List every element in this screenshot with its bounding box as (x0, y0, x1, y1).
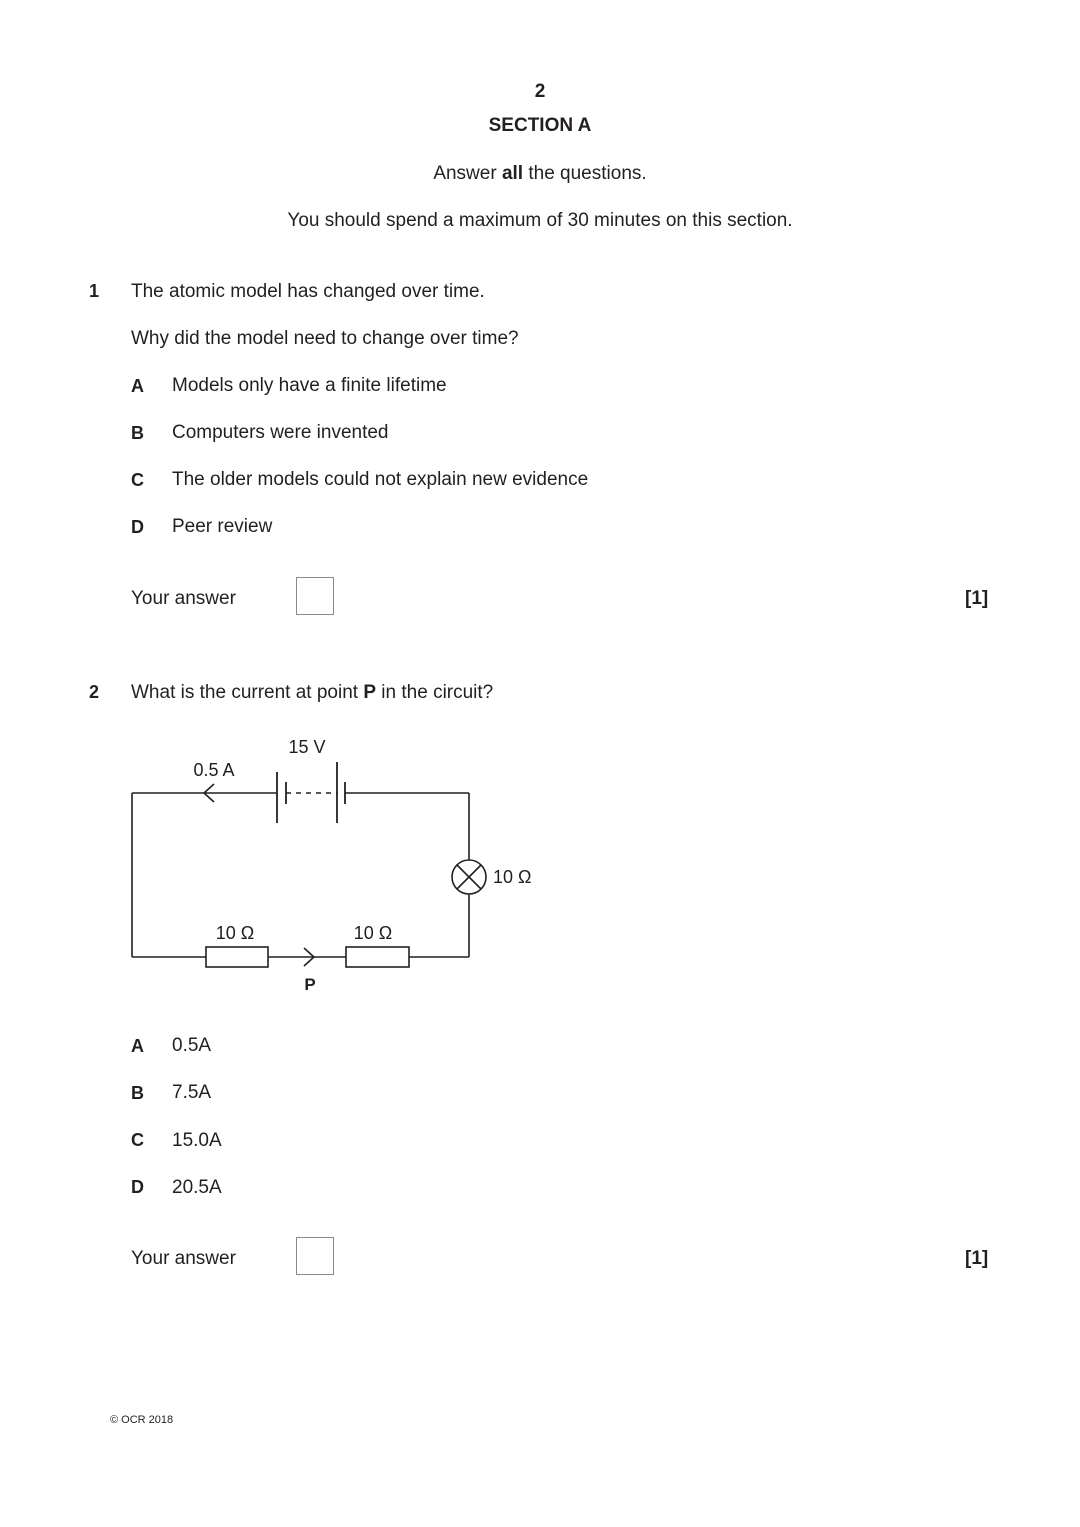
question-1-prompt: Why did the model need to change over time? (131, 328, 519, 349)
page-number: 2 (534, 81, 546, 102)
section-title: SECTION A (488, 115, 592, 136)
q2-prompt-bold: P (363, 682, 377, 703)
question-2-number: 2 (89, 682, 100, 702)
lamp-resistance-label: 10 Ω (493, 867, 532, 887)
current-label: 0.5 A (193, 760, 235, 780)
question-1-number: 1 (89, 281, 100, 301)
question-1-stem: The atomic model has changed over time. (131, 281, 485, 302)
q2-option-c-text: 15.0A (172, 1130, 222, 1151)
resistor-1-label: 10 Ω (215, 923, 255, 943)
time-note: You should spend a maximum of 30 minutes on this section. (287, 210, 793, 231)
q1-answer-label: Your answer (131, 588, 236, 609)
q2-option-a-text: 0.5A (172, 1035, 212, 1056)
q2-option-b-text: 7.5A (172, 1082, 212, 1103)
q1-option-a-text: Models only have a finite lifetime (172, 375, 447, 396)
copyright-footer: © OCR 2018 (110, 1414, 174, 1426)
q1-option-b-text: Computers were invented (172, 422, 389, 443)
resistor-1 (206, 947, 268, 967)
q1-option-c-letter: C (131, 470, 144, 490)
q1-option-a-letter: A (131, 376, 144, 396)
q1-option-c-text: The older models could not explain new evidence (172, 469, 589, 490)
q1-option-b-letter: B (131, 423, 144, 443)
resistor-2 (346, 947, 409, 967)
q2-prompt-suffix: in the circuit? (376, 682, 494, 703)
q2-option-d-letter: D (131, 1177, 144, 1197)
q1-marks: [1] (965, 588, 989, 609)
q2-option-a-letter: A (131, 1036, 144, 1056)
instruction-bold: all (501, 163, 524, 184)
instruction-suffix: the questions. (523, 163, 647, 184)
resistor-2-label: 10 Ω (353, 923, 393, 943)
q2-option-c-letter: C (131, 1130, 144, 1150)
q2-marks: [1] (965, 1248, 989, 1269)
q2-answer-label: Your answer (131, 1248, 236, 1269)
instruction-prefix: Answer (433, 163, 502, 184)
q2-answer-box[interactable] (296, 1237, 334, 1275)
supply-voltage-label: 15 V (288, 737, 326, 757)
q2-option-d-text: 20.5A (172, 1177, 222, 1198)
q2-option-b-letter: B (131, 1083, 144, 1103)
q2-prompt-prefix: What is the current at point (131, 682, 364, 703)
q1-option-d-text: Peer review (172, 516, 273, 537)
point-p-label: P (304, 975, 316, 994)
q1-option-d-letter: D (131, 517, 144, 537)
